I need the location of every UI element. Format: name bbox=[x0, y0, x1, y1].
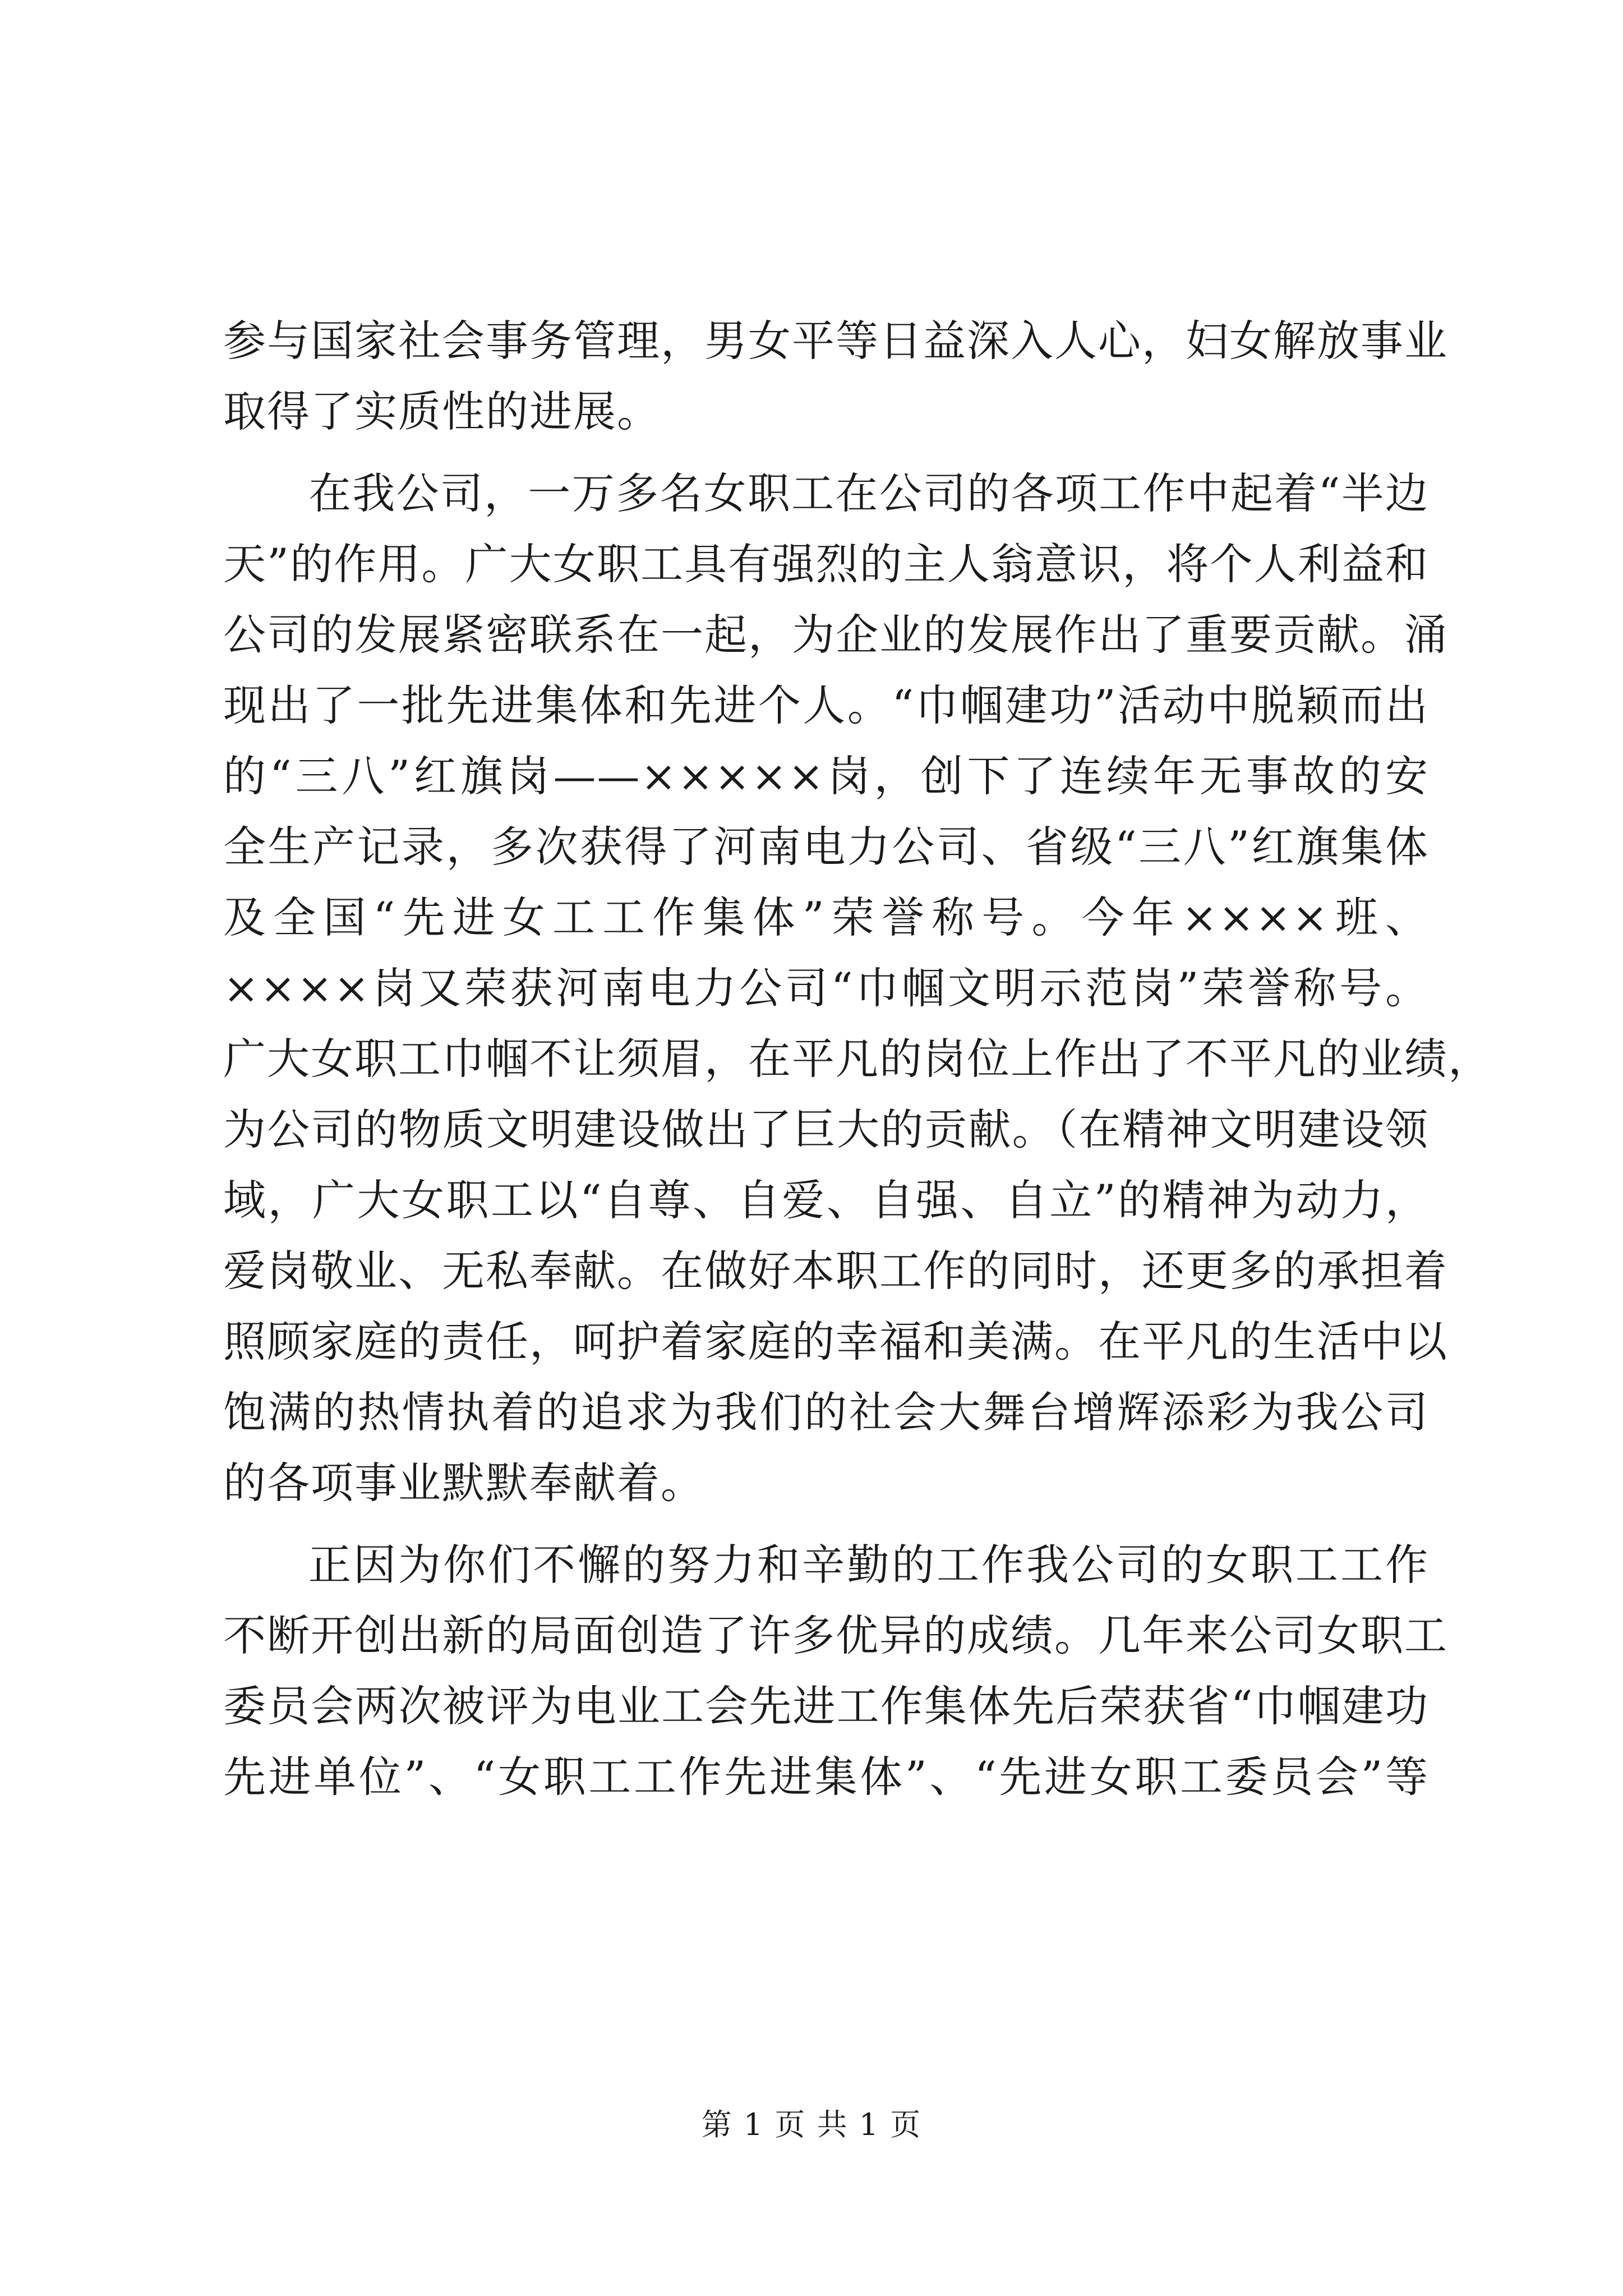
text-line: 全生产记录，多次获得了河南电力公司、省级“三八”红旗集体 bbox=[223, 822, 1429, 872]
text-line: 为公司的物质文明建设做出了巨大的贡献。（在精神文明建设领 bbox=[223, 1105, 1429, 1154]
text-line: 的“三八”红旗岗——×××××岗，创下了连续年无事故的安 bbox=[223, 751, 1429, 801]
text-line: 饱满的热情执着的追求为我们的社会大舞台增辉添彩为我公司 bbox=[223, 1387, 1429, 1437]
text-line: 照顾家庭的责任，呵护着家庭的幸福和美满。在平凡的生活中以 bbox=[223, 1317, 1448, 1366]
text-line: 域，广大女职工以“自尊、自爱、自强、自立”的精神为动力， bbox=[223, 1175, 1429, 1225]
text-line: 在我公司，一万多名女职工在公司的各项工作中起着“半边 bbox=[308, 468, 1429, 518]
text-line: 正因为你们不懈的努力和辛勤的工作我公司的女职工工作 bbox=[308, 1540, 1429, 1590]
text-line: ××××岗又荣获河南电力公司“巾帼文明示范岗”荣誉称号。 bbox=[223, 963, 1429, 1013]
text-line: 委员会两次被评为电业工会先进工作集体先后荣获省“巾帼建功 bbox=[223, 1681, 1429, 1731]
text-line: 先进单位”、“女职工工作先进集体”、“先进女职工委员会”等 bbox=[223, 1752, 1429, 1802]
text-line: 天”的作用。广大女职工具有强烈的主人翁意识，将个人利益和 bbox=[223, 539, 1429, 589]
text-line: 不断开创出新的局面创造了许多优异的成绩。几年来公司女职工 bbox=[223, 1611, 1448, 1660]
text-line: 广大女职工巾帼不让须眉，在平凡的岗位上作出了不平凡的业绩， bbox=[223, 1034, 1492, 1084]
text-line: 的各项事业默默奉献着。 bbox=[223, 1458, 704, 1508]
paragraph bbox=[223, 306, 1448, 447]
text-line: 及全国“先进女工工作集体”荣誉称号。今年××××班、 bbox=[223, 892, 1429, 942]
paragraph bbox=[223, 458, 1492, 1519]
paragraph bbox=[223, 1530, 1448, 1812]
page-footer: 第 1 页 共 1 页 bbox=[701, 2107, 922, 2142]
text-line: 取得了实质性的进展。 bbox=[223, 386, 661, 436]
document-body bbox=[223, 306, 1492, 1812]
text-line: 参与国家社会事务管理，男女平等日益深入人心，妇女解放事业 bbox=[223, 316, 1448, 366]
text-line: 爱岗敬业、无私奉献。在做好本职工作的同时，还更多的承担着 bbox=[223, 1246, 1448, 1296]
text-line: 现出了一批先进集体和先进个人。“巾帼建功”活动中脱颖而出 bbox=[223, 680, 1429, 730]
text-line: 公司的发展紧密联系在一起，为企业的发展作出了重要贡献。涌 bbox=[223, 610, 1448, 660]
